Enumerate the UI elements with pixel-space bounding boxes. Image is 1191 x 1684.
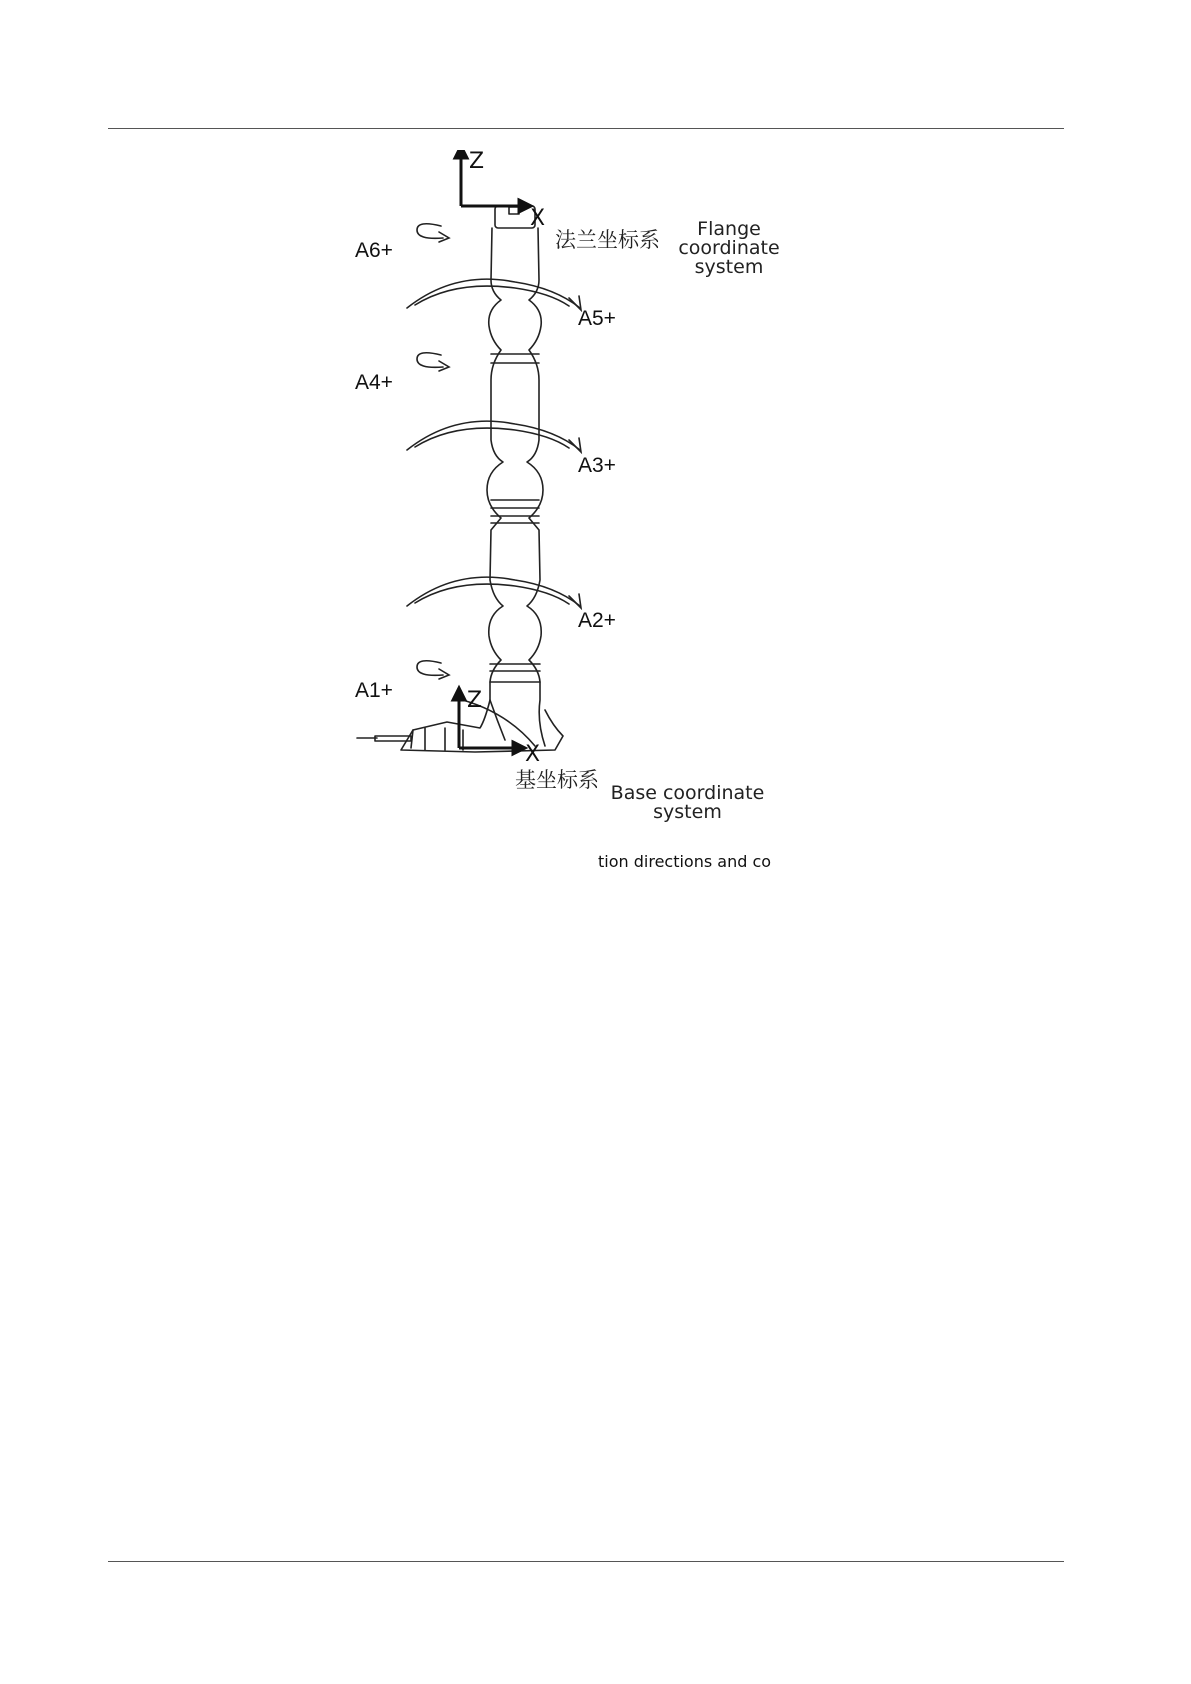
base-x-label: X <box>525 742 541 767</box>
a3-rotation-arrow <box>407 421 580 450</box>
flange-label-line1: Flange <box>697 218 761 240</box>
base-label-cn: 基坐标系 <box>515 768 599 792</box>
joint-label-a4: A4+ <box>355 371 393 394</box>
figure-caption-fragment: tion directions and co <box>598 852 772 871</box>
flange-x-label: X <box>530 206 546 231</box>
a5-rotation-arrow <box>407 279 580 308</box>
a4-rotation-arrow <box>417 353 449 371</box>
footer-rule <box>108 1561 1064 1562</box>
a1-rotation-arrow <box>417 661 449 679</box>
joint-label-a6: A6+ <box>355 239 393 262</box>
flange-label-line3: system <box>694 256 764 278</box>
flange-plate <box>495 206 535 228</box>
flange-label-line2: coordinate <box>678 237 780 259</box>
joint-label-a1: A1+ <box>355 679 393 702</box>
flange-label-en <box>670 220 788 277</box>
base-label-line2: system <box>653 801 722 823</box>
robot-axis-diagram <box>355 150 835 890</box>
base-connector <box>375 736 411 741</box>
joint-label-a2: A2+ <box>578 609 616 632</box>
header-rule <box>108 128 1064 129</box>
joint-label-a5: A5+ <box>578 307 616 330</box>
joint-label-a3: A3+ <box>578 454 616 477</box>
base-label-en <box>605 784 770 822</box>
flange-label-cn: 法兰坐标系 <box>555 228 660 252</box>
flange-z-label: Z <box>469 149 485 174</box>
robot-arm-outline-right <box>527 228 545 746</box>
a6-rotation-arrow <box>417 224 449 242</box>
base-label-line1: Base coordinate <box>610 782 765 804</box>
base-z-label: Z <box>467 688 483 713</box>
